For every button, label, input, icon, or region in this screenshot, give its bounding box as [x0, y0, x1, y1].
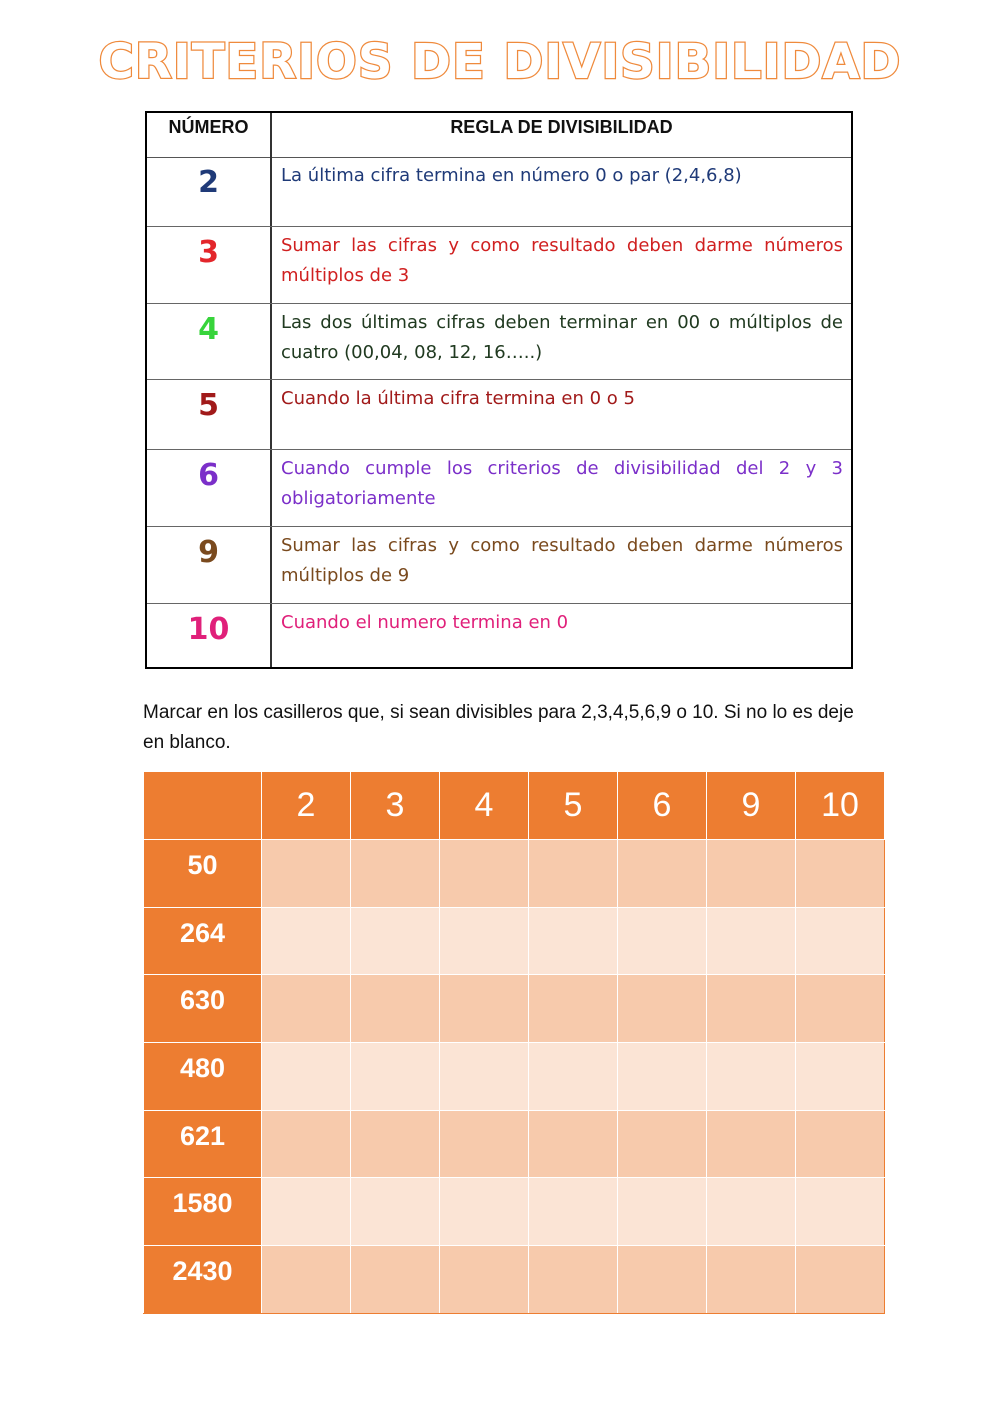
column-header: 5 — [529, 772, 618, 840]
answer-cell[interactable] — [262, 1246, 351, 1314]
answer-cell[interactable] — [262, 840, 351, 908]
rule-text: Las dos últimas cifras deben terminar en 00 o múltiplos de cuatro (00,04, 08, 12, 16…..) — [281, 312, 843, 363]
rule-text: Cuando cumple los criterios de divisibilidad del 2 y 3 obligatoriamente — [281, 458, 843, 509]
rule-text: Sumar las cifras y como resultado deben darme números múltiplos de 3 — [281, 235, 843, 286]
answer-cell[interactable] — [529, 1110, 618, 1178]
answer-cell[interactable] — [529, 1043, 618, 1111]
answer-cell[interactable] — [529, 907, 618, 975]
column-header: 6 — [618, 772, 707, 840]
answer-cell[interactable] — [618, 975, 707, 1043]
grid-row — [144, 1178, 885, 1246]
row-number: 264 — [144, 907, 262, 975]
answer-cell[interactable] — [440, 840, 529, 908]
grid-header-row — [144, 772, 885, 840]
answer-cell[interactable] — [618, 840, 707, 908]
answer-cell[interactable] — [707, 907, 796, 975]
row-number: 480 — [144, 1043, 262, 1111]
answer-cell[interactable] — [262, 907, 351, 975]
grid-row — [144, 1246, 885, 1314]
answer-cell[interactable] — [440, 975, 529, 1043]
rule-number: 6 — [198, 458, 219, 493]
answer-cell[interactable] — [618, 1246, 707, 1314]
instructions: Marcar en los casilleros que, si sean divisibles para 2,3,4,5,6,9 o 10. Si no lo es deje en blanco. — [143, 702, 854, 753]
grid-corner — [144, 772, 262, 840]
answer-cell[interactable] — [796, 1043, 885, 1111]
answer-cell[interactable] — [796, 975, 885, 1043]
rule-row — [147, 527, 851, 604]
row-number: 621 — [144, 1110, 262, 1178]
grid-row — [144, 1043, 885, 1111]
answer-cell[interactable] — [440, 1178, 529, 1246]
answer-cell[interactable] — [529, 840, 618, 908]
rule-row — [147, 450, 851, 527]
rules-table-header — [147, 113, 851, 158]
column-header: 4 — [440, 772, 529, 840]
answer-cell[interactable] — [262, 1110, 351, 1178]
rules-table — [145, 111, 853, 669]
answer-cell[interactable] — [618, 1178, 707, 1246]
rule-row — [147, 157, 851, 227]
rule-row — [147, 227, 851, 304]
header-rule: REGLA DE DIVISIBILIDAD — [450, 117, 673, 137]
rule-row — [147, 304, 851, 380]
grid-row — [144, 1110, 885, 1178]
answer-cell[interactable] — [529, 975, 618, 1043]
rule-text: Sumar las cifras y como resultado deben darme números múltiplos de 9 — [281, 535, 843, 586]
answer-cell[interactable] — [262, 1178, 351, 1246]
answer-grid — [143, 771, 885, 1314]
answer-cell[interactable] — [440, 1043, 529, 1111]
rule-number: 10 — [187, 612, 230, 647]
grid-row — [144, 907, 885, 975]
answer-cell[interactable] — [796, 1110, 885, 1178]
answer-cell[interactable] — [351, 1246, 440, 1314]
page-title: CRITERIOS DE DIVISIBILIDAD — [98, 34, 902, 90]
column-header: 2 — [262, 772, 351, 840]
answer-cell[interactable] — [707, 1178, 796, 1246]
answer-cell[interactable] — [440, 1110, 529, 1178]
answer-cell[interactable] — [351, 907, 440, 975]
answer-cell[interactable] — [618, 907, 707, 975]
rule-row — [147, 380, 851, 450]
row-number: 50 — [144, 840, 262, 908]
column-header: 9 — [707, 772, 796, 840]
row-number: 2430 — [144, 1246, 262, 1314]
answer-cell[interactable] — [707, 840, 796, 908]
answer-cell[interactable] — [351, 975, 440, 1043]
rule-number: 9 — [198, 535, 219, 570]
row-number: 1580 — [144, 1178, 262, 1246]
answer-cell[interactable] — [707, 1110, 796, 1178]
row-number: 630 — [144, 975, 262, 1043]
answer-cell[interactable] — [796, 1246, 885, 1314]
rule-number: 5 — [198, 388, 219, 423]
answer-cell[interactable] — [796, 840, 885, 908]
answer-cell[interactable] — [351, 840, 440, 908]
rule-number: 4 — [198, 312, 219, 347]
column-header: 10 — [796, 772, 885, 840]
answer-cell[interactable] — [796, 1178, 885, 1246]
answer-cell[interactable] — [440, 907, 529, 975]
answer-cell[interactable] — [440, 1246, 529, 1314]
rule-number: 2 — [198, 165, 219, 200]
answer-cell[interactable] — [707, 1043, 796, 1111]
grid-row — [144, 840, 885, 908]
answer-cell[interactable] — [707, 1246, 796, 1314]
answer-cell[interactable] — [707, 975, 796, 1043]
answer-cell[interactable] — [796, 907, 885, 975]
answer-cell[interactable] — [529, 1178, 618, 1246]
rule-row — [147, 604, 851, 667]
answer-cell[interactable] — [262, 975, 351, 1043]
header-number: NÚMERO — [168, 117, 249, 137]
answer-cell[interactable] — [529, 1246, 618, 1314]
answer-cell[interactable] — [351, 1043, 440, 1111]
rule-text: Cuando la última cifra termina en 0 o 5 — [281, 388, 635, 409]
answer-cell[interactable] — [618, 1043, 707, 1111]
rule-number: 3 — [198, 235, 219, 270]
rule-text: La última cifra termina en número 0 o par (2,4,6,8) — [281, 165, 742, 186]
rule-text: Cuando el numero termina en 0 — [281, 612, 569, 633]
answer-cell[interactable] — [351, 1110, 440, 1178]
answer-cell[interactable] — [262, 1043, 351, 1111]
column-header: 3 — [351, 772, 440, 840]
grid-row — [144, 975, 885, 1043]
answer-cell[interactable] — [351, 1178, 440, 1246]
answer-cell[interactable] — [618, 1110, 707, 1178]
